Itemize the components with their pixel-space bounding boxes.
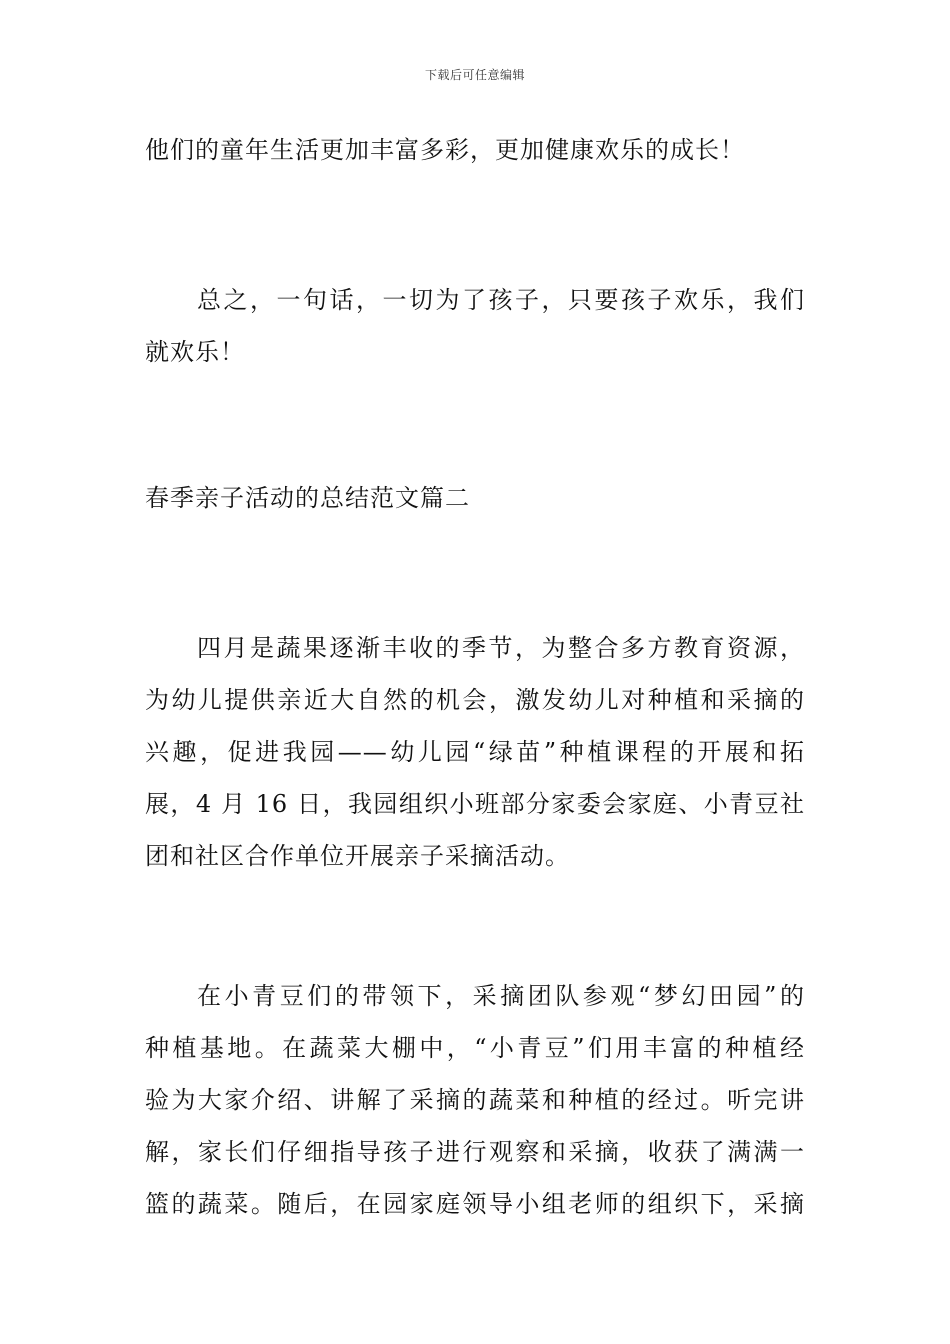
text-line: 种植基地。在蔬菜大棚中，“小青豆”们用丰富的种植经 (145, 1034, 805, 1062)
text-line: 四月是蔬果逐渐丰收的季节，为整合多方教育资源， (197, 634, 805, 662)
text-line: 展，4 月 16 日，我园组织小班部分家委会家庭、小青豆社 (145, 790, 805, 818)
section-heading (145, 472, 805, 524)
text-line: 总之，一句话，一切为了孩子，只要孩子欢乐，我们 (197, 286, 805, 314)
text-line: 验为大家介绍、讲解了采摘的蔬菜和种植的经过。听完讲 (145, 1086, 805, 1114)
text-line: 在小青豆们的带领下，采摘团队参观“梦幻田园”的 (197, 982, 805, 1010)
paragraph-conclusion (145, 274, 805, 378)
page-header-note: 下载后可任意编辑 (424, 68, 525, 82)
text-line: 团和社区合作单位开展亲子采摘活动。 (145, 842, 570, 870)
paragraph-april (145, 622, 805, 882)
paragraph-continuation (145, 124, 805, 176)
text-line: 解，家长们仔细指导孩子进行观察和采摘，收获了满满一 (145, 1138, 805, 1166)
text-line: 春季亲子活动的总结范文篇二 (145, 484, 470, 512)
text-line: 他们的童年生活更加丰富多彩，更加健康欢乐的成长！ (145, 136, 745, 164)
text-line: 就欢乐！ (145, 338, 245, 366)
text-line: 篮的蔬菜。随后，在园家庭领导小组老师的组织下，采摘 (145, 1190, 805, 1218)
text-line: 兴趣，促进我园——幼儿园“绿苗”种植课程的开展和拓 (145, 738, 805, 766)
text-line: 为幼儿提供亲近大自然的机会，激发幼儿对种植和采摘的 (145, 686, 805, 714)
paragraph-visit (145, 970, 805, 1230)
